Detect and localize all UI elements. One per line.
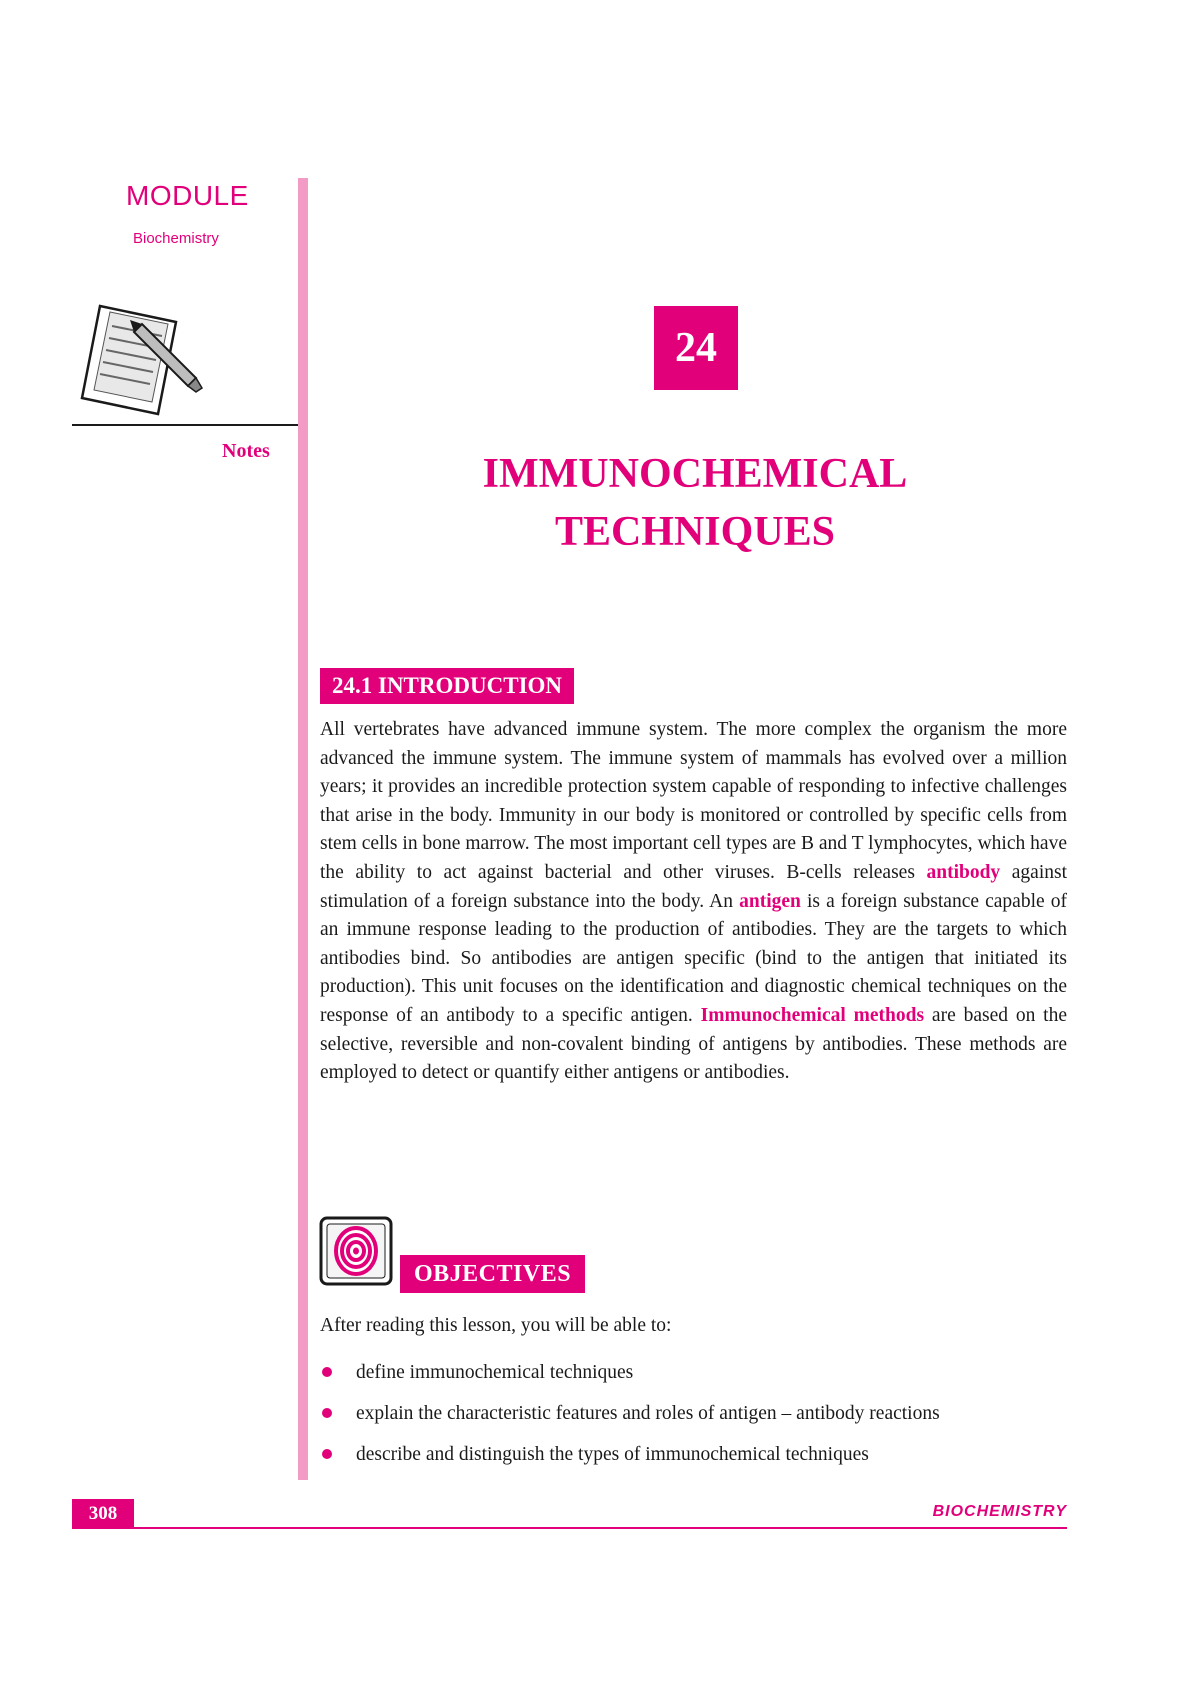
intro-text-3: is a foreign substance capable of an immune response leading to the production of antibodies. They are the targets to which antibodies bind. So antibodies are antigen specific (bind to the antigen that initiated its production). This unit focuses on the identification and diagnostic chemical techniques on the response of an antibody to a specific antigen.: [320, 890, 1067, 1026]
objective-text: explain the characteristic features and roles of antigen – antibody reactions: [356, 1403, 940, 1424]
objectives-list: [320, 1352, 1080, 1475]
footer-subject: BIOCHEMISTRY: [932, 1503, 1067, 1520]
chapter-number: 24: [654, 306, 738, 390]
target-icon: [318, 1215, 394, 1287]
chapter-title-line-1: IMMUNOCHEMICAL: [482, 451, 908, 497]
objective-text: define immunochemical techniques: [356, 1362, 634, 1383]
chapter-title-line-2: TECHNIQUES: [554, 509, 836, 555]
page-number: 308: [72, 1499, 134, 1529]
chapter-title: [330, 445, 1060, 561]
notes-pencil-icon: [72, 298, 204, 426]
objective-item: [320, 1352, 1080, 1393]
intro-text-1: All vertebrates have advanced immune system. The more complex the organism the more advanced the immune system. The immune system of mammals has evolved over a million years; it provides an incredible protection system capable of responding to infective challenges that arise in the body. Immunity in our body is monitored or controlled by specific cells from stem cells in bone marrow. The most important cell types are B and T lymphocytes, which have the ability to act against bacterial and other viruses. B-cells releases: [320, 719, 1067, 883]
bullet-icon: [322, 1367, 332, 1377]
objective-item: [320, 1434, 1080, 1475]
introduction-paragraph: [320, 716, 1067, 1088]
introduction-heading: 24.1 INTRODUCTION: [320, 668, 574, 704]
notes-divider: [72, 424, 300, 426]
notes-label: Notes: [222, 440, 270, 462]
keyword-immunochemical-methods: Immunochemical methods: [700, 1004, 925, 1026]
objectives-heading: OBJECTIVES: [400, 1255, 585, 1293]
intro-text-4: are based on the selective, reversible and non-covalent binding of antigens by antibodies. These methods are employed to detect or quantify either antigens or antibodies.: [320, 1004, 1067, 1084]
module-title: MODULE: [126, 180, 249, 211]
bullet-icon: [322, 1449, 332, 1459]
intro-text-2: against stimulation of a foreign substance into the body. An: [320, 861, 1067, 912]
bullet-icon: [322, 1408, 332, 1418]
margin-bar: [298, 178, 308, 1480]
objectives-intro: After reading this lesson, you will be able to:: [320, 1315, 672, 1336]
module-subject: Biochemistry: [133, 230, 219, 247]
objective-item: [320, 1393, 1080, 1434]
objective-text: describe and distinguish the types of immunochemical techniques: [356, 1444, 869, 1465]
footer-rule: [72, 1527, 1067, 1529]
keyword-antibody: antibody: [926, 861, 1001, 883]
keyword-antigen: antigen: [739, 890, 801, 912]
